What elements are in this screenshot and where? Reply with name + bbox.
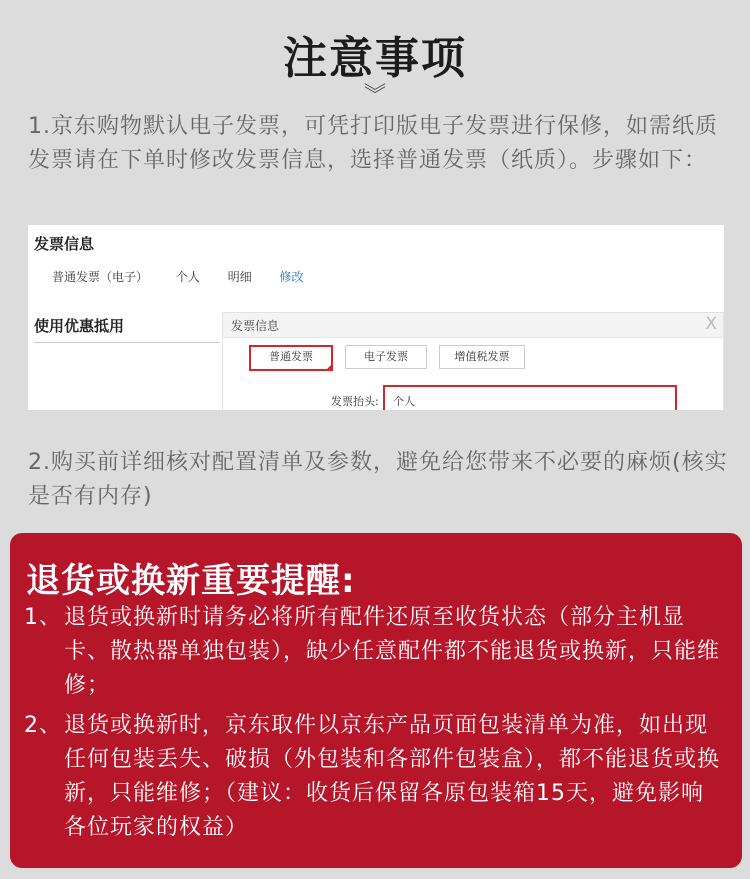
item-text: 退货或换新时请务必将所有配件还原至收货状态（部分主机显卡、散热器单独包装），缺少任意配件都不能退货或换新，只能维修； (64, 605, 721, 698)
item-text: 退货或换新时，京东取件以京东产品页面包装清单为准，如出现任何包装丢失、破损（外包装和各部件包装盒），都不能退货或换新，只能维修；（建议：收货后保留各原包装箱15天，避免影响各位玩家的权益） (64, 713, 721, 840)
invoice-header-input[interactable]: 个人 (383, 385, 677, 410)
reminder-item-2 (24, 709, 724, 845)
reminder-item-1 (24, 601, 724, 703)
note-1: 1.京东购物默认电子发票，可凭打印版电子发票进行保修，如需纸质发票请在下单时修改发票信息，选择普通发票（纸质）。步骤如下： (28, 114, 718, 173)
discount-title: 使用优惠抵用 (34, 317, 125, 335)
item-number: 2、 (24, 713, 62, 738)
invoice-header: 个人 (175, 270, 200, 284)
normal-invoice-button[interactable]: 普通发票 (249, 345, 333, 371)
invoice-type: 普通发票（电子） (52, 270, 149, 284)
page-title: 注意事项 (283, 33, 467, 84)
item-number: 1、 (24, 605, 62, 630)
dialog-title: 发票信息 (231, 319, 280, 333)
modify-link[interactable]: 修改 (279, 270, 304, 284)
electronic-invoice-button[interactable]: 电子发票 (345, 345, 427, 369)
invoice-row (52, 268, 328, 285)
invoice-title: 发票信息 (34, 235, 95, 253)
close-icon[interactable]: X (705, 314, 717, 334)
dialog-header (223, 313, 723, 338)
return-reminder-panel (10, 533, 742, 868)
invoice-screenshot (28, 225, 724, 410)
invoice-header-label: 发票抬头: (331, 395, 379, 408)
vat-invoice-button[interactable]: 增值税发票 (439, 345, 525, 369)
invoice-dialog (222, 312, 724, 410)
note-2: 2.购买前详细核对配置清单及参数，避免给您带来不必要的麻烦(核实是否有内存) (28, 450, 728, 509)
panel-heading: 退货或换新重要提醒: (26, 561, 356, 601)
invoice-content: 明细 (227, 270, 252, 284)
divider (34, 342, 220, 343)
chevron-down-icon: ︾ (363, 83, 386, 108)
